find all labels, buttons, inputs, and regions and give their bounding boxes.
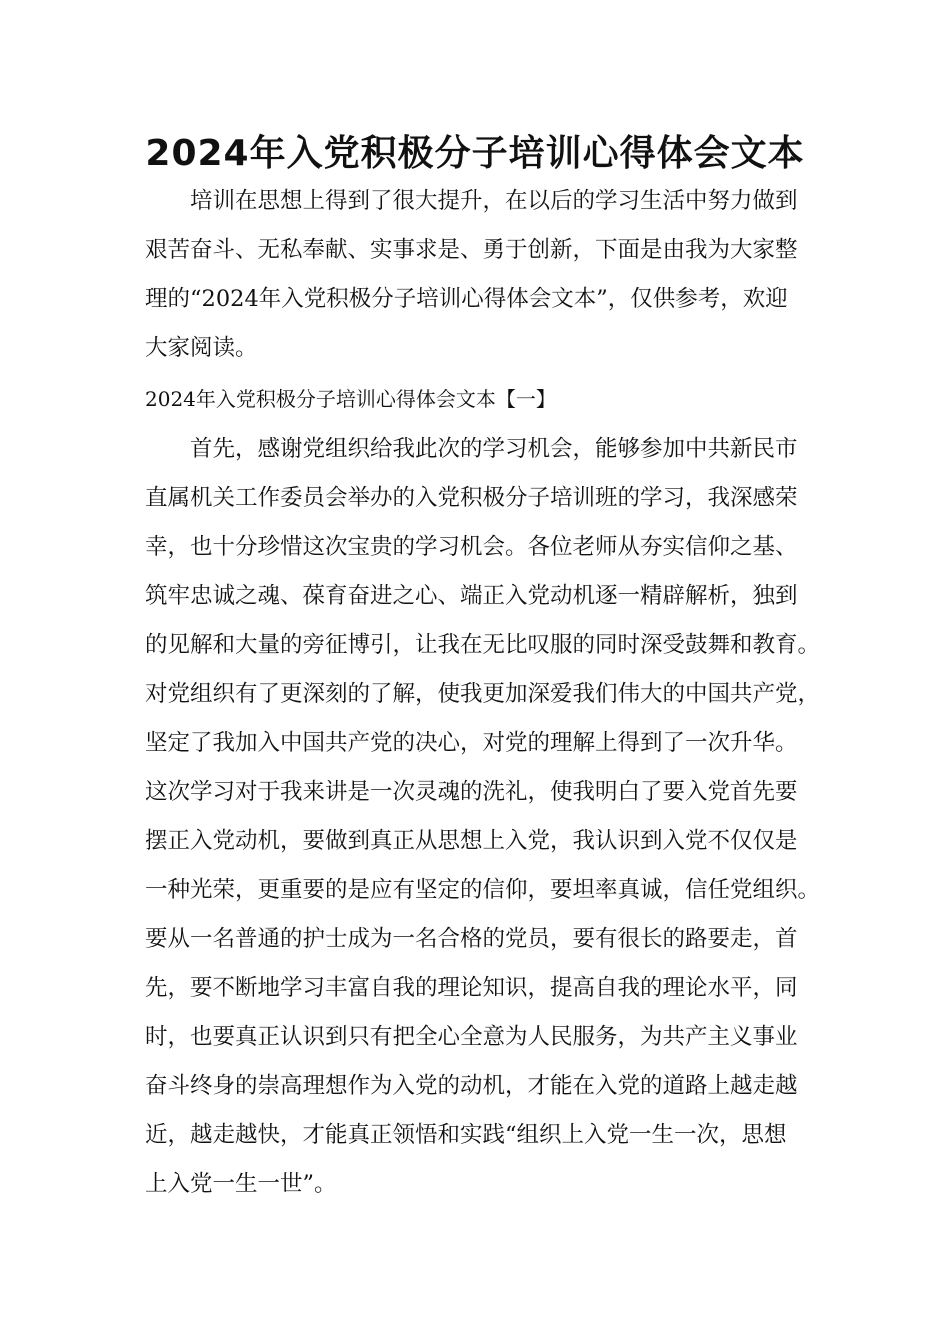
body-line: 幸，也十分珍惜这次宝贵的学习机会。各位老师从夯实信仰之基、 xyxy=(145,534,798,560)
body-line: 首先，感谢党组织给我此次的学习机会，能够参加中共新民市 xyxy=(190,436,798,462)
body-line: 对党组织有了更深刻的了解，使我更加深爱我们伟大的中国共产党， xyxy=(145,681,821,707)
intro-line: 理的“2024年入党积极分子培训心得体会文本”，仅供参考，欢迎 xyxy=(145,286,788,312)
intro-line: 艰苦奋斗、无私奉献、实事求是、勇于创新，下面是由我为大家整 xyxy=(145,237,798,263)
document-title: 2024年入党积极分子培训心得体会文本 xyxy=(145,133,805,174)
body-line: 上入党一生一世”。 xyxy=(145,1171,337,1197)
intro-line: 培训在思想上得到了很大提升，在以后的学习生活中努力做到 xyxy=(190,188,798,214)
body-line: 的见解和大量的旁征博引，让我在无比叹服的同时深受鼓舞和教育。 xyxy=(145,632,821,658)
intro-line: 大家阅读。 xyxy=(145,335,258,361)
section-heading: 2024年入党积极分子培训心得体会文本【一】 xyxy=(145,387,556,411)
body-line: 时，也要真正认识到只有把全心全意为人民服务，为共产主义事业 xyxy=(145,1024,798,1050)
body-line: 要从一名普通的护士成为一名合格的党员，要有很长的路要走，首 xyxy=(145,926,798,952)
body-line: 一种光荣，更重要的是应有坚定的信仰，要坦率真诚，信任党组织。 xyxy=(145,877,821,903)
body-line: 这次学习对于我来讲是一次灵魂的洗礼，使我明白了要入党首先要 xyxy=(145,779,798,805)
body-line: 摆正入党动机，要做到真正从思想上入党，我认识到入党不仅仅是 xyxy=(145,828,798,854)
body-line: 筑牢忠诚之魂、葆育奋进之心、端正入党动机逐一精辟解析，独到 xyxy=(145,583,798,609)
body-line: 近，越走越快，才能真正领悟和实践“组织上入党一生一次，思想 xyxy=(145,1122,787,1148)
body-line: 先，要不断地学习丰富自我的理论知识，提高自我的理论水平，同 xyxy=(145,975,798,1001)
body-line: 直属机关工作委员会举办的入党积极分子培训班的学习，我深感荣 xyxy=(145,485,798,511)
body-line: 坚定了我加入中国共产党的决心，对党的理解上得到了一次升华。 xyxy=(145,730,798,756)
body-line: 奋斗终身的崇高理想作为入党的动机，才能在入党的道路上越走越 xyxy=(145,1073,798,1099)
